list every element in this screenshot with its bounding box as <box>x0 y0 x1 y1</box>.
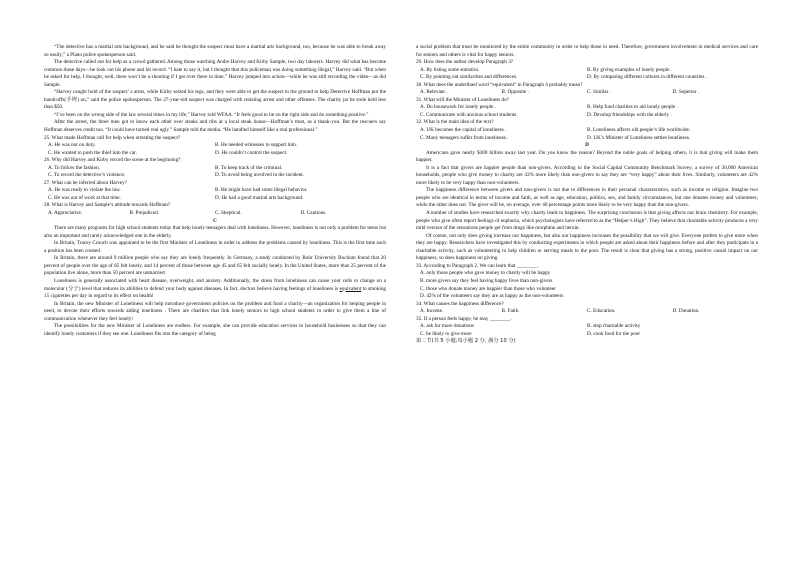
option-b[interactable]: B. He might have had some illegal behavior. <box>215 187 308 194</box>
passage-c-paragraph-6: The possibilities for the new Minister of Loneliness are endless. For example, she can provide education services to household businesses so that they can identify lonely customers if they see one. Loneliness fits into the category of being <box>44 323 386 337</box>
passage-b-paragraph-3: “Harvey caught hold of the suspect’ s arms, while Kirby seized his legs, and they were able to get the suspect to the ground to help Detective Hoffman put the handcuffs(手铐) on,” said the police spokesperson. The 27-year-old suspect was charged with resisting arrest and other offenses. The charity jar he stole held less than $50. <box>44 89 386 111</box>
option-c[interactable]: C. By pointing out similarities and differences. <box>420 74 518 81</box>
option-a[interactable]: A. UK becomes the capital of loneliness . <box>420 127 507 134</box>
option-d[interactable]: D. Superior . <box>672 89 700 96</box>
passage-b-paragraph-5: After the arrest, the three men got to know each other over steaks and ribs at a local steak house—Hoffman’s treat, as a thank-you. But the rescuers say Hoffman deserves credit too. “It could have turned real ugly.” Sample told the media. “He handled himself like a real professional.” <box>44 119 386 134</box>
question-29 <box>416 59 758 82</box>
passage-c-paragraph-5: In Britain, the new Minister of Loneliness will help introduce government policies on the problem and fund a charity—an organization for helping people in need, to devote their efforts towards aiding loneliness . There are charities that link lonely seniors to high school students in order to give them a line of communication whenever they feel lonely! <box>44 300 386 322</box>
question-26 <box>44 157 386 180</box>
question-stem: 29. How does the author develop Paragraph 3? <box>416 59 514 66</box>
passage-d-paragraph-3: The happiness difference between givers and non-givers is not due to differences in their personal characteristics, such as income or religion. Imagine two people who are identical in terms of income and faith, as well as age, education, politics, sex, and family circumstances, but one donates money and volunteers, while the other does not. The giver will be, on average, over 40 percentage points more likely to be very happy than the non-givers. <box>416 187 758 209</box>
question-27 <box>44 180 386 203</box>
option-b[interactable]: B. Prejudiced. <box>129 210 160 217</box>
option-d[interactable]: D. cook food for the poor <box>587 330 641 337</box>
option-a[interactable]: A. only those people who gave money to charity will be happy <box>420 270 551 277</box>
option-d[interactable]: D. Cautious. <box>300 210 327 217</box>
option-c[interactable]: C. be likely to give more <box>420 330 472 337</box>
option-c[interactable]: C. Many teenagers suffer from loneliness . <box>420 134 509 141</box>
option-d[interactable]: D. UK’s Minister of Loneliness settles loneliness. <box>587 134 691 141</box>
passage-d-paragraph-4: A number of studies have researched exactly why charity leads to happiness. The surprising conclusion is that giving affects our brain chemistry. For example, people who give often report feelings of euphoria, which psychologists have referred to as the “Helper’s High”. They believe that charitable activity produces a very mild version of the sensations people get from drugs like morphine and heroin. <box>416 210 758 232</box>
option-b[interactable]: B. He needed witnesses to support him. <box>215 142 298 149</box>
option-d[interactable]: D. To avoid being involved in the incident. <box>215 172 305 179</box>
option-b[interactable]: B. By giving examples of lonely people . <box>587 66 673 73</box>
option-b[interactable]: B. Help fund charities to aid lonely people . <box>587 104 678 111</box>
option-c[interactable]: C. He was out of work at that time. <box>48 194 121 201</box>
section-footer: 第二节(共 5 小题;每小题 2 分, 满分 10 分) <box>416 338 516 345</box>
option-b[interactable]: B. stop charitable activity <box>587 323 641 330</box>
option-a[interactable]: A. Income. <box>420 308 444 315</box>
question-stem: 30. What does the underlined word “equivalent” in Paragraph 4 probably mean? <box>416 81 583 88</box>
paragraph-text: Loneliness is generally associated with heart disease, overweight, and anxiety. Additionally, the stress from loneliness can cause your cells to change on a molecular (分子) level that reduces its abilities to defend your body against diseases. In fact, doctors believe having feelings of loneliness is <box>44 277 386 292</box>
option-b[interactable]: B. Faith. <box>501 308 520 315</box>
option-c[interactable]: C. To record the detective’s violence. <box>48 172 126 179</box>
question-stem: 34. What causes the happiness difference? <box>416 300 504 307</box>
option-c[interactable]: C. Similar . <box>587 89 611 96</box>
option-c[interactable]: C. Skeptical. <box>215 210 242 217</box>
question-stem: 35. If a person feels happy, he may ________. <box>416 315 512 322</box>
option-d[interactable]: D. 42% of the volunteers say they are as happy as the non-volunteers <box>420 293 564 300</box>
option-a[interactable]: A. By listing some statistics. <box>420 66 480 73</box>
option-b[interactable]: B. Opposite . <box>501 89 529 96</box>
question-stem: 28. What is Harvey and Sample’s attitude towards Hoffman? <box>44 202 171 209</box>
passage-c-paragraph-4 <box>44 278 386 301</box>
question-25 <box>44 135 386 158</box>
option-c[interactable]: C. those who donate money are happier than those who volunteer <box>420 285 556 292</box>
question-stem: 33. According to Paragraph 2, We can learn that ________. <box>416 262 539 269</box>
option-a[interactable]: A. ask for more donations <box>420 323 475 330</box>
option-d[interactable]: D. Donation. <box>672 308 700 315</box>
option-b[interactable]: B. To keep track of the criminal. <box>215 164 283 171</box>
question-31 <box>416 97 758 120</box>
passage-b-paragraph-1: “The detective has a martial arts background, and he said he thought the suspect must have a martial arts background, too, because he was able to break away so easily,” a Plano police spokesperson said. <box>44 44 386 58</box>
passage-d-paragraph-1: Americans gave nearly $300 billion away last year. Do you know the reason? Beyond the noble goals of helping others, it is that giving will make them happier. <box>416 149 758 164</box>
passage-c-continuation: a social problem that must be monitored by the entire community in order to help those in need. Therefore, government involvement in medical services and care for seniors and others is vital for happy seniors. <box>416 44 758 58</box>
option-c[interactable]: C. He wanted to push the thief into the car. <box>48 149 137 156</box>
left-column <box>44 44 386 338</box>
question-stem: 27. What can be inferred about Harvey? <box>44 179 128 186</box>
question-32 <box>416 119 758 142</box>
option-a[interactable]: A. To follow the fashion. <box>48 164 100 171</box>
option-a[interactable]: A. Do housework for lonely people . <box>420 104 497 111</box>
question-34 <box>416 301 758 316</box>
option-b[interactable]: B. more givers say they feel having happy lives than non-givers <box>420 277 553 284</box>
question-30 <box>416 82 758 97</box>
underlined-word-equivalent: equivalent <box>339 285 362 292</box>
option-d[interactable]: D. He couldn’t control the suspect. <box>215 149 288 156</box>
passage-b-paragraph-2: The detective called out for help as a crowd gathered. Among those watching Andre Harvey and Kirby Sample, two day laborers. Harvey did what has become common these days—he took out his phone and hit record. “I hate to say it, but I thought that this policeman was doing something illegal,” Harvey said. “But when he asked for help, I thought, well, there won’t be a shooting if I get over there in time.” Harvey jumped into action—while he was still recording the video—as did Sample. <box>44 59 386 88</box>
passage-c-heading: C <box>213 217 217 224</box>
option-a[interactable]: A. Relevant . <box>420 89 448 96</box>
passage-c-paragraph-1: There are many programs for high school students today that help lonely teenagers deal with loneliness. However, loneliness is not only a problem for teens but also an important and rarely acknowledged one in the elderly. <box>44 225 386 239</box>
passage-d-paragraph-5: Of course, not only does giving increase our happiness, but also our happiness increases the possibility that we will give. Everyone prefers to give more when they are happy. Researchers have investigated this by conducting experiments in which people are asked about their happiness before and after they participate in a charitable activity, such as volunteering to help children or serving meals to the poor. The result is clear that giving has a strong, positive causal impact on our happiness, so does happiness on giving. <box>416 232 758 262</box>
passage-d-paragraph-2: It is a fact that givers are happier people than non-givers. According to the Social Capital Community Benchmark Survey, a survey of 30,000 American households, people who give money to charity are 43% more likely than non-givers to say they are “very happy” about their lives. Similarly, volunteers are 42% more likely to be very happy than non-volunteers. <box>416 164 758 186</box>
option-b[interactable]: B. Loneliness affects old people’s life worldwide. <box>587 127 691 134</box>
option-c[interactable]: C. Communicate with anxious school students. <box>420 111 518 118</box>
question-stem: 26. Why did Harvey and Kirby record the scene at the beginning? <box>44 157 181 164</box>
question-stem: 32. What is the main idea of the text? <box>416 119 494 126</box>
option-a[interactable]: A. Appreciative. <box>48 210 83 217</box>
passage-d-heading: D <box>585 142 589 149</box>
question-28 <box>44 202 386 217</box>
passage-c-paragraph-2: In Britain, Tracey Crouch was appointed to be the first Minister of Loneliness in order to address the problems caused by loneliness. This is the first time such a position has been created. <box>44 240 386 254</box>
passage-c-paragraph-3: In Britain, there are around 9 million people who say they are lonely frequently. In Germany, a study conducted by Ruhr University Bochum found that 20 percent of people over the age of 85 felt lonely, and 14 percent of those between age 45 and 65 felt socially lonely. In the United States, more than 25 percent of the population live alone, more than 50 percent are unmarried. <box>44 255 386 277</box>
option-d[interactable]: D. He had a good martial arts background. <box>215 194 304 201</box>
passage-b-paragraph-4: “I’ve been on the wrong side of the law several times in my life,” Harvey told WFAA. “It feels good to be on the right side and do something positive.” <box>54 111 369 118</box>
paragraph-text-tail: to smoking 15 cigarettes per day in regard to its effect on health! <box>44 285 387 300</box>
option-c[interactable]: C. Education. <box>587 308 616 315</box>
question-35 <box>416 316 758 339</box>
option-a[interactable]: A. He was not on duty. <box>48 142 96 149</box>
option-d[interactable]: D. By comparing different cultures in different countries . <box>587 74 707 81</box>
question-stem: 31. What will the Minister of Loneliness do? <box>416 96 509 103</box>
option-d[interactable]: D. Develop friendships with the elderly . <box>587 111 672 118</box>
question-33 <box>416 263 758 301</box>
question-stem: 25. What made Hoffman call for help when arresting the suspect? <box>44 134 181 141</box>
right-column <box>416 44 758 346</box>
option-a[interactable]: A. He was ready to violate the law. <box>48 187 121 194</box>
